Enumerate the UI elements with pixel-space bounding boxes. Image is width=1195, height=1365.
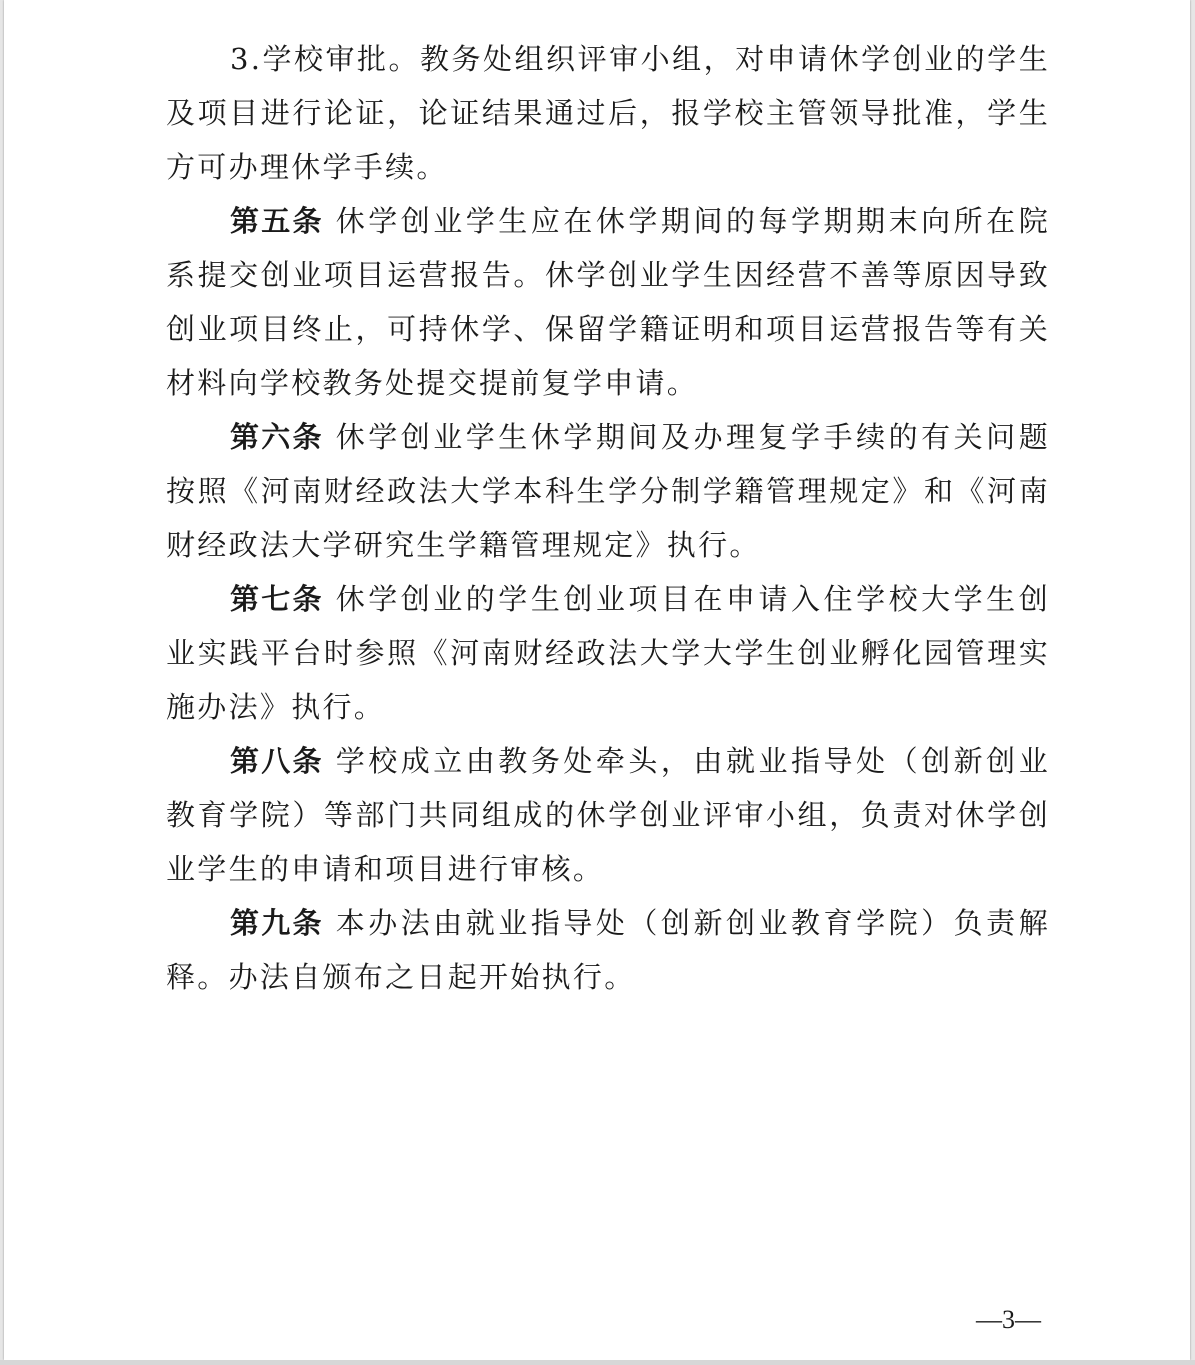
paragraph-text: 3.学校审批。教务处组织评审小组，对申请休学创业的学生及项目进行论证，论证结果通过后，报学校主管领导批准，学生方可办理休学手续。 (166, 42, 1050, 184)
paragraph-article-7 (166, 572, 1050, 734)
page-number: —3— (976, 1305, 1041, 1334)
paragraph-school-approval (166, 32, 1050, 194)
article-heading: 第五条 (230, 204, 324, 238)
paragraph-text: 休学创业学生应在休学期间的每学期期末向所在院系提交创业项目运营报告。休学创业学生因经营不善等原因导致创业项目终止，可持休学、保留学籍证明和项目运营报告等有关材料向学校教务处提交提前复学申请。 (166, 204, 1050, 400)
paragraph-article-8 (166, 734, 1050, 896)
article-heading: 第九条 (230, 906, 324, 940)
article-heading: 第八条 (230, 744, 324, 778)
paragraph-text: 本办法由就业指导处（创新创业教育学院）负责解释。办法自颁布之日起开始执行。 (166, 906, 1050, 994)
paragraph-article-5 (166, 194, 1050, 410)
document-body (166, 32, 1050, 1004)
article-heading: 第七条 (230, 582, 324, 616)
article-heading: 第六条 (230, 420, 324, 454)
document-page (4, 0, 1190, 1360)
paragraph-article-6 (166, 410, 1050, 572)
paragraph-article-9 (166, 896, 1050, 1004)
page-bottom-edge (0, 1360, 1195, 1365)
paragraph-text: 休学创业学生休学期间及办理复学手续的有关问题按照《河南财经政法大学本科生学分制学籍管理规定》和《河南财经政法大学研究生学籍管理规定》执行。 (166, 420, 1050, 562)
paragraph-text: 学校成立由教务处牵头，由就业指导处（创新创业教育学院）等部门共同组成的休学创业评审小组，负责对休学创业学生的申请和项目进行审核。 (166, 744, 1050, 886)
paragraph-text: 休学创业的学生创业项目在申请入住学校大学生创业实践平台时参照《河南财经政法大学大学生创业孵化园管理实施办法》执行。 (166, 582, 1050, 724)
